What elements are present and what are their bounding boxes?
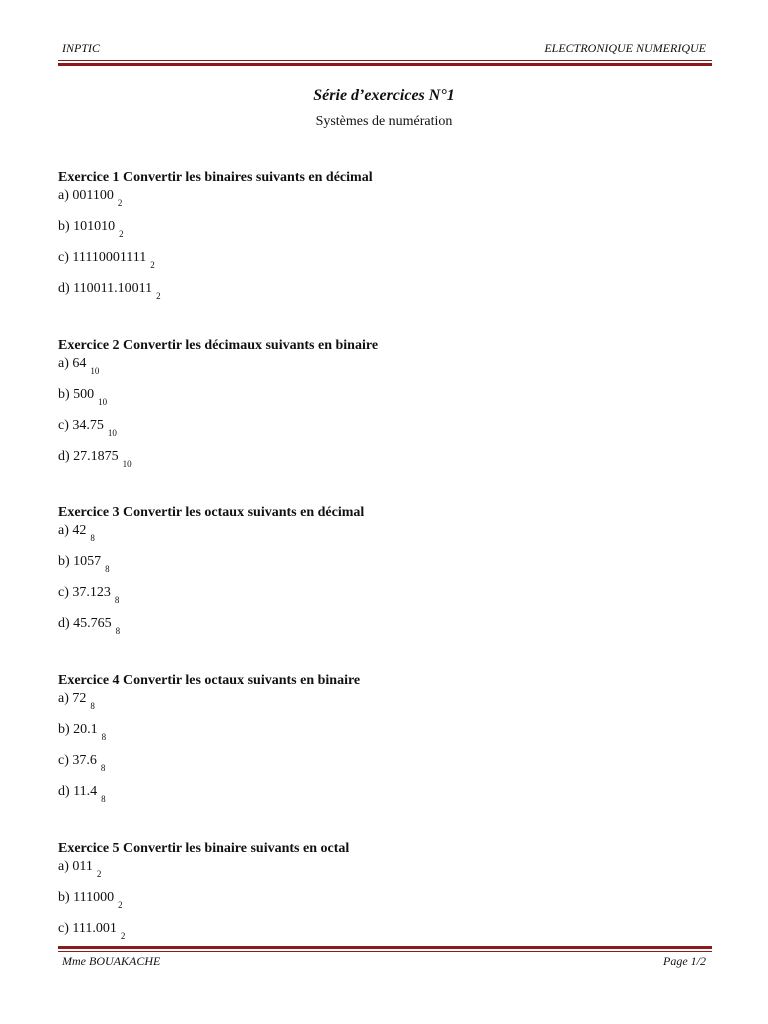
exercise-item	[58, 355, 718, 386]
item-base: 8	[90, 533, 95, 543]
exercise-item	[58, 553, 718, 584]
item-base: 2	[117, 198, 123, 208]
item-base: 10	[90, 366, 100, 376]
item-value: d) 11.4	[58, 784, 98, 799]
exercise-5	[58, 840, 718, 951]
exercise-4	[58, 672, 718, 814]
header-left: INPTIC	[62, 41, 101, 55]
exercise-item	[58, 752, 718, 783]
item-value: c) 11110001111	[58, 250, 147, 265]
footer-left: Mme BOUAKACHE	[62, 954, 161, 968]
page-title: Série d’exercices N°1	[313, 87, 455, 104]
item-value: a) 42	[58, 523, 87, 538]
header-rule-thick	[58, 63, 712, 66]
footer-rule-thick	[58, 946, 712, 949]
item-value: d) 110011.10011	[58, 281, 153, 296]
item-base: 2	[120, 931, 126, 941]
item-base: 2	[118, 900, 123, 910]
item-base: 8	[90, 701, 95, 711]
footer-right: Page 1/2	[663, 954, 706, 968]
item-base: 10	[107, 428, 117, 438]
page-subtitle: Systèmes de numération	[315, 114, 453, 129]
item-base: 2	[96, 869, 102, 879]
item-base: 2	[119, 229, 124, 239]
header-right: ELECTRONIQUE NUMERIQUE	[544, 41, 706, 55]
exercise-item	[58, 615, 718, 646]
item-value: c) 111.001	[58, 921, 117, 936]
item-base: 2	[156, 291, 161, 301]
exercise-1	[58, 169, 718, 311]
exercise-item	[58, 721, 718, 752]
item-base: 10	[122, 459, 132, 469]
exercise-item	[58, 783, 718, 814]
exercise-item	[58, 858, 718, 889]
exercise-title: Exercice 2 Convertir les décimaux suivants en binaire	[58, 338, 379, 353]
header-rule-thin	[58, 60, 712, 61]
exercise-item	[58, 448, 718, 479]
item-value: a) 011	[58, 859, 93, 874]
item-value: a) 64	[58, 356, 87, 371]
exercise-item	[58, 584, 718, 615]
footer-rule-thin	[58, 951, 712, 952]
item-value: d) 27.1875	[58, 449, 119, 464]
exercise-item	[58, 522, 718, 553]
item-base: 8	[115, 626, 121, 636]
item-base: 8	[100, 763, 106, 773]
exercise-item	[58, 187, 718, 218]
exercise-item	[58, 690, 718, 721]
item-value: b) 1057	[58, 554, 102, 569]
item-value: b) 101010	[58, 219, 116, 234]
item-value: b) 20.1	[58, 722, 98, 737]
exercise-item	[58, 386, 718, 417]
exercise-title: Exercice 1 Convertir les binaires suivants en décimal	[58, 170, 373, 185]
item-value: a) 72	[58, 691, 87, 706]
item-base: 8	[101, 732, 107, 742]
item-value: d) 45.765	[58, 616, 112, 631]
exercise-item	[58, 889, 718, 920]
item-base: 2	[150, 260, 155, 270]
item-value: b) 500	[58, 387, 95, 402]
item-value: c) 37.123	[58, 585, 111, 600]
exercise-3	[58, 504, 718, 646]
item-value: b) 111000	[58, 890, 115, 905]
exercise-2	[58, 337, 718, 479]
exercise-item	[58, 280, 718, 311]
item-base: 8	[101, 794, 106, 804]
item-value: a) 001100	[58, 188, 114, 203]
exercise-title: Exercice 4 Convertir les octaux suivants en binaire	[58, 673, 361, 688]
exercise-title: Exercice 3 Convertir les octaux suivants en décimal	[58, 505, 365, 520]
item-base: 10	[98, 397, 108, 407]
item-base: 8	[105, 564, 110, 574]
item-value: c) 37.6	[58, 753, 97, 768]
exercise-title: Exercice 5 Convertir les binaire suivants en octal	[58, 841, 350, 856]
item-value: c) 34.75	[58, 418, 104, 433]
exercise-item	[58, 218, 718, 249]
exercise-item	[58, 249, 718, 280]
item-base: 8	[114, 595, 120, 605]
exercise-item	[58, 417, 718, 448]
